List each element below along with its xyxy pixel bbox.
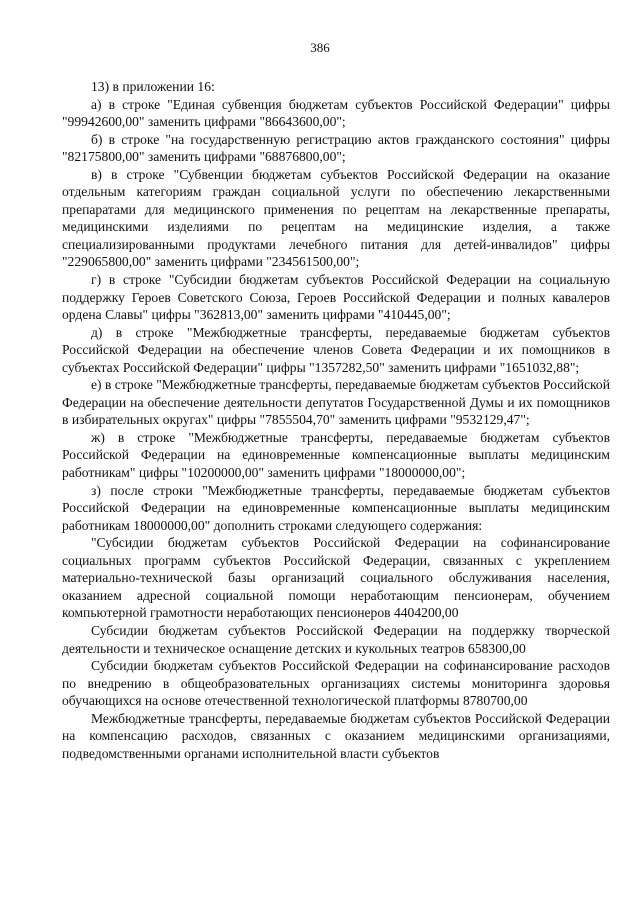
page-number: 386 — [310, 40, 330, 55]
paragraph-d: д) в строке "Межбюджетные трансферты, передаваемые бюджетам субъектов Российской Федерации на обеспечение членов Совета Федерации и их помощников в субъектах Российской Федерации" цифры "1357282,50" заменить цифрами "1651032,88"; — [62, 324, 610, 375]
inserted-line-2: Субсидии бюджетам субъектов Российской Федерации на поддержку творческой деятельности и техническое оснащение детских и кукольных театров 658300,00 — [62, 622, 610, 656]
paragraph-e: е) в строке "Межбюджетные трансферты, передаваемые бюджетам субъектов Российской Федерации на обеспечение деятельности депутатов Государственной Думы и их помощников в избирательных округах" цифры "7855504,70" заменить цифрами "9532129,47"; — [62, 377, 610, 428]
paragraph-g: г) в строке "Субсидии бюджетам субъектов Российской Федерации на социальную поддержку Героев Советского Союза, Героев Российской Федерации и полных кавалеров ордена Славы" цифры "362813,00" заменить цифрами "410445,00"; — [62, 272, 610, 323]
paragraph-z: з) после строки "Межбюджетные трансферты, передаваемые бюджетам субъектов Российской Федерации на единовременные компенсационные выплаты медицинским работникам 18000000,00" дополнить строками следующего содержания: — [62, 482, 610, 533]
section-heading: 13) в приложении 16: — [91, 79, 215, 94]
inserted-line-3: Субсидии бюджетам субъектов Российской Федерации на софинансирование расходов по внедрению в общеобразовательных организациях системы мониторинга здоровья обучающихся на основе отечественной технологической платформы 8780700,00 — [62, 658, 610, 709]
paragraph-b: б) в строке "на государственную регистрацию актов гражданского состояния" цифры "82175800,00" заменить цифрами "68876800,00"; — [62, 131, 610, 165]
inserted-line-1: "Субсидии бюджетам субъектов Российской Федерации на софинансирование социальных программ субъектов Российской Федерации, связанных с укреплением материально-технической базы организаций социального обслуживания населения, оказанием адресной социальной помощи неработающим пенсионерам, обучением компьютерной грамотности неработающих пенсионеров 4404200,00 — [62, 535, 610, 621]
paragraph-zh: ж) в строке "Межбюджетные трансферты, передаваемые бюджетам субъектов Российской Федерации на единовременные компенсационные выплаты медицинским работникам" цифры "10200000,00" заменить цифрами "18000000,00"; — [62, 429, 610, 481]
paragraph-a: а) в строке "Единая субвенция бюджетам субъектов Российской Федерации" цифры "99942600,00" заменить цифрами "86643600,00"; — [62, 96, 610, 130]
inserted-line-4: Межбюджетные трансферты, передаваемые бюджетам субъектов Российской Федерации на компенсацию расходов, связанных с оказанием медицинскими организациями, подведомственными органами исполнительной власти субъектов — [62, 710, 610, 761]
paragraph-v: в) в строке "Субвенции бюджетам субъектов Российской Федерации на оказание отдельным категориям граждан социальной услуги по обеспечению лекарственными препаратами для медицинского применения по рецептам на лекарственные препараты, медицинскими изделиями по рецептам на медицинские изделия, а также специализированными продуктами лечебного питания для детей-инвалидов" цифры "229065800,00" заменить цифрами "234561500,00"; — [62, 166, 610, 270]
document-body — [62, 78, 610, 762]
